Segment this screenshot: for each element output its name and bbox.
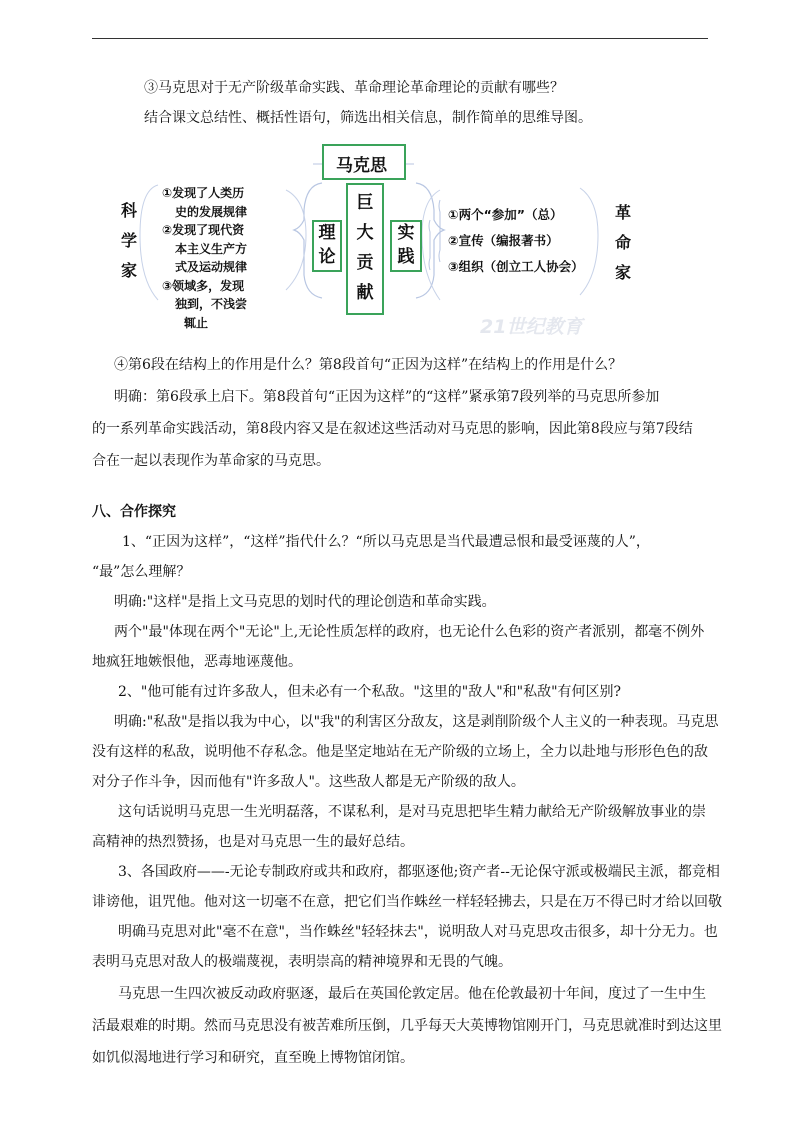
revolutionary-char-3: 家: [614, 263, 631, 282]
practice-char-2: 践: [397, 247, 415, 267]
theory-char-1: 理: [318, 223, 336, 243]
revolutionary-char-2: 命: [614, 233, 631, 252]
section-title: 八、合作探究: [92, 504, 176, 520]
scientist-char-3: 家: [120, 261, 137, 280]
answer-1: 明确:"这样"是指上文马克思的划时代的理论创造和革命实践。: [114, 594, 496, 610]
answer-2b-line: 高精神的热烈赞扬，也是对马克思一生的最好总结。: [92, 834, 414, 850]
science-item: 史的发展规律: [175, 204, 248, 219]
science-item: 式及运动规律: [175, 260, 248, 274]
scientist-char-2: 学: [120, 231, 137, 250]
practice-char-1: 实: [397, 223, 415, 243]
contribution-char-3: 贡: [356, 253, 374, 273]
answer-3-line: 表明马克思对敌人的极端蔑视，表明崇高的精神境界和无畏的气魄。: [92, 954, 512, 970]
question-1-line: 1、“正因为这样”，“这样”指代什么？“所以马克思是当代最遭忌恨和最受诬蔑的人”，: [122, 534, 650, 550]
answer-4-line: 合在一起以表现作为革命家的马克思。: [92, 453, 330, 469]
answer-2-line: 对分子作斗争，因而他有"许多敌人"。这些敌人都是无产阶级的敌人。: [92, 774, 525, 790]
final-paragraph-line: 如饥似渴地进行学习和研究，直至晚上博物馆闭馆。: [92, 1050, 414, 1066]
instruction: 结合课文总结性、概括性语句，筛选出相关信息，制作简单的思维导图。: [144, 110, 592, 126]
answer-2-line: 明确:"私敌"是指以我为中心，以"我"的利害区分敌友，这是剥削阶级个人主义的一种表现。马克思: [114, 714, 719, 730]
answer-4-line: 的一系列革命实践活动，第8段内容又是在叙述这些活动对马克思的影响，因此第8段应与第7段结: [92, 421, 693, 437]
science-item: ①发现了人类历: [162, 186, 245, 200]
answer-3-line: 明确马克思对此"毫不在意"，当作蛛丝"轻轻抹去"，说明敌人对马克思攻击很多，却十分无力。也: [118, 924, 718, 940]
header-rule: [92, 38, 708, 39]
science-item: ③领域多，发现: [162, 278, 245, 293]
mind-map: [110, 140, 670, 340]
final-paragraph-line: 活最艰难的时期。然而马克思没有被苦难所压倒，几乎每天大英博物馆刚开门，马克思就准时到达这里: [92, 1018, 722, 1034]
question-4: ④第6段在结构上的作用是什么？第8段首句“正因为这样”在结构上的作用是什么？: [114, 357, 623, 373]
revolution-item: ②宣传（编报著书）: [448, 233, 559, 248]
theory-char-2: 论: [318, 247, 336, 267]
contribution-char-1: 巨: [356, 193, 374, 213]
question-3-line: 诽谤他，诅咒他。他对这一切毫不在意，把它们当作蛛丝一样轻轻拂去，只是在万不得已时才给以回敬: [92, 894, 722, 910]
revolutionary-char-1: 革: [614, 203, 631, 222]
answer-2-line: 没有这样的私敌，说明他不存私念。他是坚定地站在无产阶级的立场上，全力以赴地与形形色色的敌: [92, 744, 708, 760]
answer-1b-line: 地疯狂地嫉恨他，恶毒地诬蔑他。: [92, 654, 302, 670]
contribution-char-4: 献: [356, 283, 374, 303]
question-3-line: 3、各国政府——-无论专制政府或共和政府，都驱逐他;资产者--无论保守派或极端民主派，都竞相: [118, 864, 720, 880]
center-title: 马克思: [336, 156, 387, 176]
science-item: 辄止: [184, 315, 209, 330]
science-list: [162, 184, 247, 332]
revolution-item: ①两个“参加”（总）: [448, 207, 563, 222]
final-paragraph-line: 马克思一生四次被反动政府驱逐，最后在英国伦敦定居。他在伦敦最初十年间，度过了一生中生: [118, 986, 706, 1002]
answer-1b-line: 两个"最"体现在两个"无论"上,无论性质怎样的政府，也无论什么色彩的资产者派别，都毫不例外: [114, 624, 705, 640]
question-1-line: “最”怎么理解？: [92, 564, 191, 580]
revolution-list: [448, 202, 584, 280]
watermark: 21世纪教育: [480, 316, 583, 338]
answer-2b-line: 这句话说明马克思一生光明磊落，不谋私利，是对马克思把毕生精力献给无产阶级解放事业的崇: [118, 804, 706, 820]
question-3: ③马克思对于无产阶级革命实践、革命理论革命理论的贡献有哪些？: [144, 80, 564, 96]
science-item: 独到，不浅尝: [175, 297, 248, 311]
scientist-char-1: 科: [120, 201, 137, 220]
revolution-item: ③组织（创立工人协会）: [448, 259, 584, 274]
science-item: ②发现了现代资: [162, 223, 245, 237]
question-2: 2、"他可能有过许多敌人，但未必有一个私敌。"这里的"敌人"和"私敌"有何区别?: [118, 684, 622, 700]
answer-4-line: 明确：第6段承上启下。第8段首句“正因为这样”的“这样”紧承第7段列举的马克思所参加: [114, 389, 660, 405]
contribution-char-2: 大: [356, 223, 374, 243]
science-item: 本主义生产方: [175, 241, 248, 256]
